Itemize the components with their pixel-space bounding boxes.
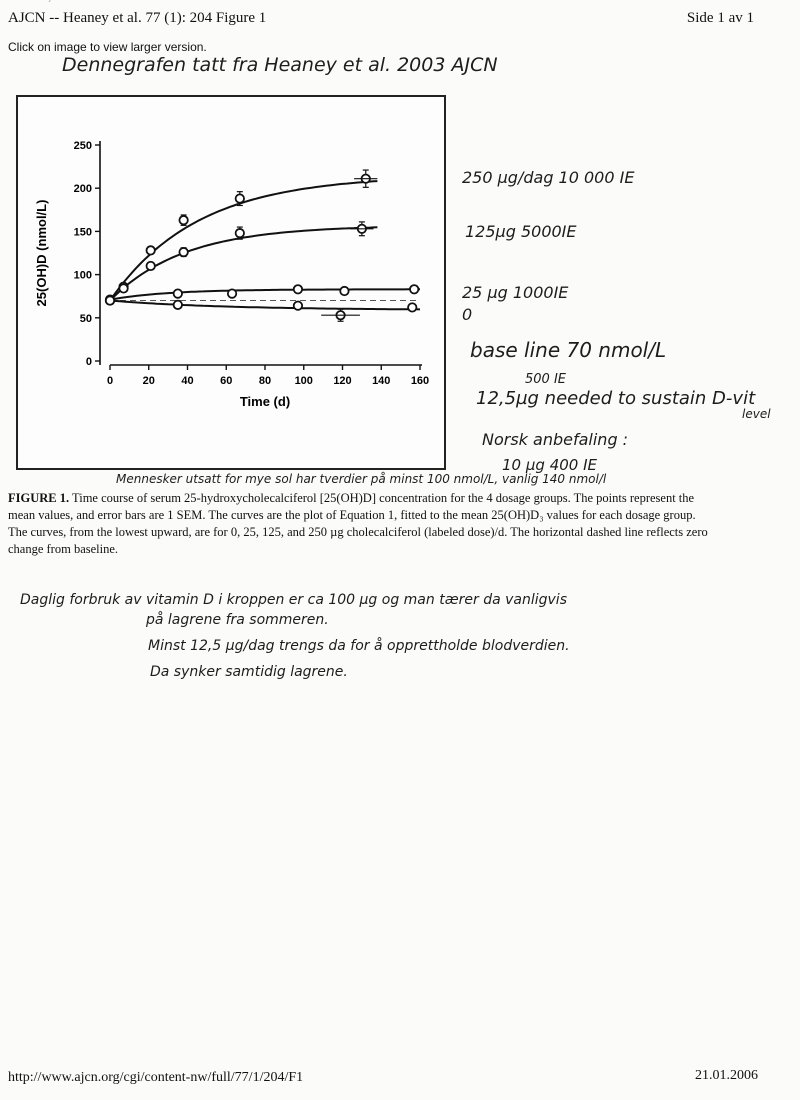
handwritten-para-line-4: Da synker samtidig lagrene.: [150, 664, 348, 680]
y-tick-label: 100: [73, 269, 92, 282]
figure-panel[interactable]: [16, 95, 446, 470]
x-tick-label: 60: [220, 375, 233, 387]
figure-caption: [8, 490, 768, 558]
x-tick-label: 40: [181, 375, 194, 387]
chart-svg: [18, 97, 444, 468]
data-point: [294, 285, 302, 293]
footer-url[interactable]: http://www.ajcn.org/cgi/content-nw/full/77/1/204/F1: [8, 1070, 304, 1085]
caption-label: FIGURE 1.: [8, 491, 70, 505]
data-point: [179, 216, 187, 224]
x-tick-label: 0: [106, 375, 114, 387]
x-axis-label: Time (d): [239, 394, 291, 409]
x-tick-label: 20: [142, 375, 155, 387]
y-tick-label: 0: [85, 356, 92, 368]
data-point: [146, 262, 154, 270]
handwritten-need-text: 12,5µg needed to sustain D-vit: [476, 388, 756, 409]
page-number: Side 1 av 1: [686, 10, 754, 26]
handwritten-source-note: Dennegrafen tatt fra Heaney et al. 2003 AJCN: [62, 54, 498, 76]
handwritten-label-25: 25 µg 1000IE: [462, 283, 569, 302]
data-point: [106, 296, 114, 304]
x-tick-label: 160: [410, 375, 430, 387]
x-tick-label: 120: [333, 375, 352, 387]
series-curve-25g: [110, 289, 420, 299]
caption-line-3: The curves, from the lowest upward, are for 0, 25, 125, and 250 µg cholecalciferol (labeled dose)/d. The horizontal dashed line reflects zero: [8, 525, 708, 539]
data-point: [228, 289, 236, 297]
caption-line-2: mean values, and error bars are 1 SEM. The curves are the plot of Equation 1, fitted to the mean 25(OH)D₃ values for each dosage group.: [8, 508, 696, 522]
y-tick-label: 50: [79, 312, 92, 325]
handwritten-baseline: base line 70 nmol/L: [470, 338, 667, 362]
handwritten-label-250: 250 µg/dag 10 000 IE: [462, 168, 635, 187]
x-tick-label: 100: [294, 375, 313, 387]
data-point: [236, 229, 244, 237]
footer-date: 21.01.2006: [695, 1068, 758, 1083]
data-point: [294, 302, 302, 310]
handwritten-need-level: level: [742, 407, 771, 421]
data-point: [146, 246, 154, 254]
y-tick-label: 200: [73, 183, 92, 196]
handwritten-need-iu: 500 IE: [525, 372, 566, 387]
handwritten-norsk-value: 10 µg 400 IE: [502, 456, 597, 474]
series-curve-0: [110, 301, 420, 310]
corner-mark: ˊ: [48, 0, 52, 11]
data-point: [174, 289, 182, 297]
data-point: [119, 284, 127, 292]
handwritten-para-line-1: Daglig forbruk av vitamin D i kroppen er ca 100 µg og man tærer da vanligvis: [20, 592, 567, 608]
y-tick-label: 150: [73, 226, 92, 239]
data-point: [340, 287, 348, 295]
handwritten-norsk-title: Norsk anbefaling :: [482, 430, 629, 449]
page-title: AJCN -- Heaney et al. 77 (1): 204 Figure 1: [8, 10, 267, 26]
x-tick-label: 140: [372, 375, 391, 387]
data-point: [408, 303, 416, 311]
y-tick-label: 250: [73, 140, 92, 152]
data-point: [174, 301, 182, 309]
data-point: [179, 248, 187, 256]
handwritten-sun-note: Mennesker utsatt for mye sol har tverdier på minst 100 nmol/L, vanlig 140 nmol/l: [116, 472, 607, 486]
caption-line-1: Time course of serum 25-hydroxycholecalciferol [25(OH)D] concentration for the 4 dosage groups. The points represent the: [69, 491, 695, 505]
click-note-link[interactable]: Click on image to view larger version.: [8, 40, 207, 54]
handwritten-label-0: 0: [462, 305, 473, 324]
caption-line-4: change from baseline.: [8, 542, 119, 556]
handwritten-para-line-2: på lagrene fra sommeren.: [146, 612, 329, 628]
x-tick-label: 80: [258, 375, 272, 387]
handwritten-label-125: 125µg 5000IE: [465, 222, 577, 241]
data-point: [410, 285, 418, 293]
data-point: [236, 194, 244, 202]
y-axis-label: 25(OH)D (nmol/L): [34, 199, 49, 307]
handwritten-para-line-3: Minst 12,5 µg/dag trengs da for å opprettholde blodverdien.: [148, 638, 570, 654]
